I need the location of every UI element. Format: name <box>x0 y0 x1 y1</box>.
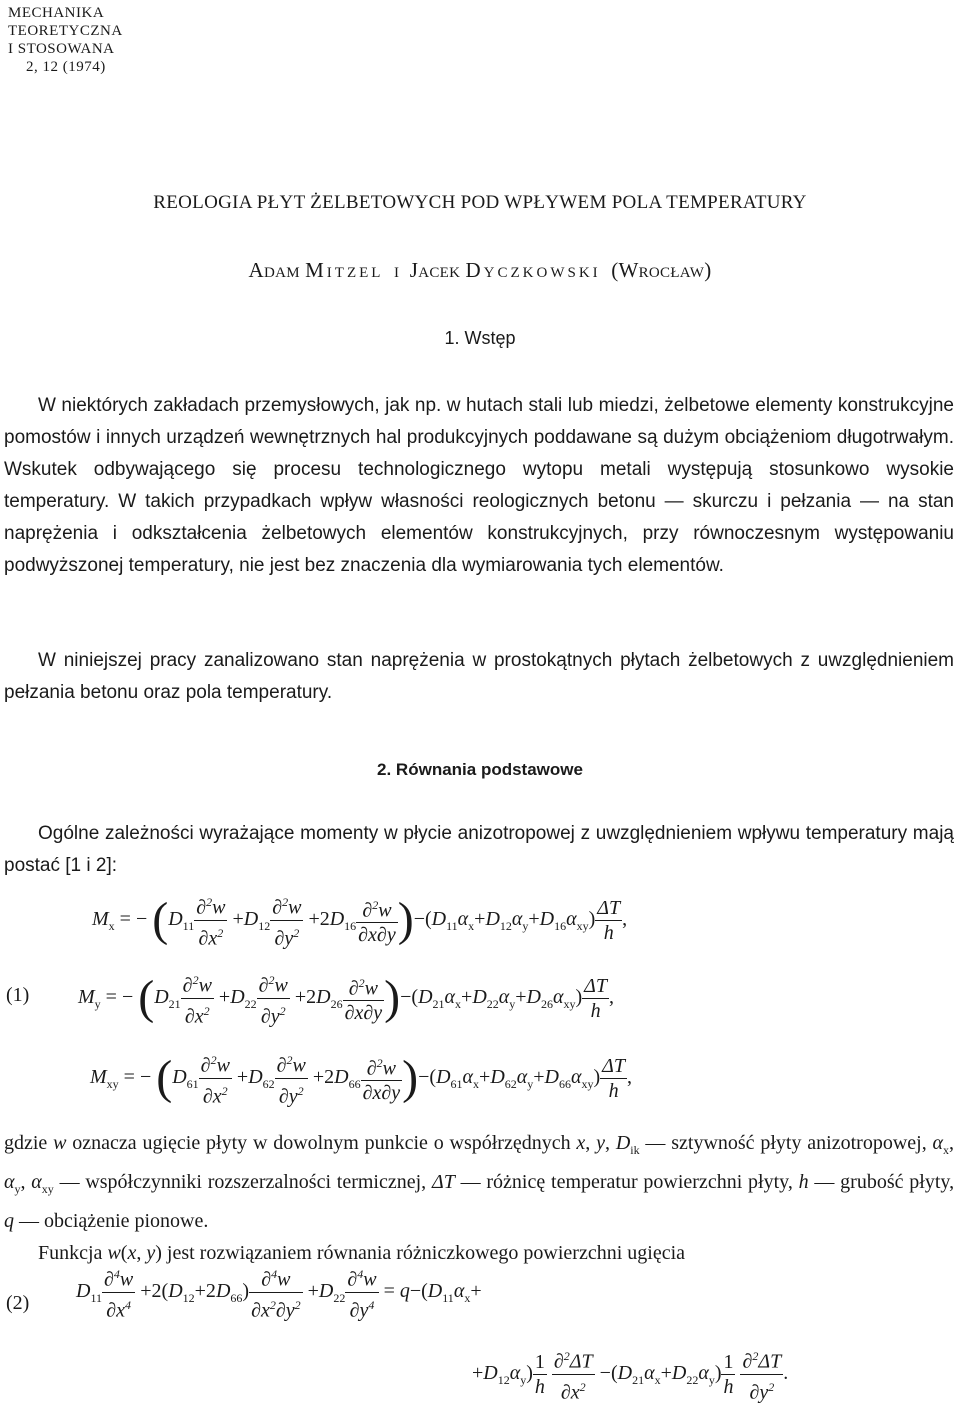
expl-part-3: — sztywność płyty anizotropowej, <box>645 1132 927 1154</box>
expl-part-9: jest rozwiązaniem równania różniczkowego powierzchni ugięcia <box>166 1242 686 1264</box>
journal-name-line2: TEORETYCZNA <box>8 23 123 39</box>
equation-1-mx: $M_x$ = − ($D_{11}$ $\frac{\partial^2w}{\partial x^2}$ $+D_{12}$ $\frac{\partial^2w}{\partial y^2}$ $+2D_{16}$ $\frac{\partial^2w}{\partial x\partial y}$ )$-(D_{11}\alpha_x+D_{12}\alpha_y+D_{16}\alpha_{xy})$ $\frac{\Delta T}{h}$ , <box>92 890 627 950</box>
equation-1-mxy: $M_{xy}$ = − ($D_{61}$ $\frac{\partial^2w}{\partial x^2}$ $+D_{62}$ $\frac{\partial^2w}{\partial y^2}$ $+2D_{66}$ $\frac{\partial^2w}{\partial x\partial y}$ )$-(D_{61}\alpha_x+D_{62}\alpha_y+D_{66}\alpha_{xy})$ $\frac{\Delta T}{h}$ , <box>90 1048 632 1108</box>
explanation-paragraph <box>4 1127 954 1269</box>
section2-paragraph: Ogólne zależności wyrażające momenty w płycie anizotropowej z uwzględnieniem wpływu temperatury mają postać [1 i 2]: <box>4 823 954 876</box>
equation-2-line1: $D_{11}$ $\frac{\partial^4w}{\partial x^4}$ $+2(D_{12}+2D_{66})$ $\frac{\partial^4w}{\partial x^2\partial y^2}$ $+D_{22}$ $\frac{\partial^4w}{\partial y^4}$ = $q-(D_{11}\alpha_x+$ <box>76 1262 482 1322</box>
expl-part-7: — obciążenie pionowe. <box>19 1210 209 1232</box>
journal-name-line1: MECHANIKA <box>8 5 105 21</box>
expl-part-1: gdzie <box>4 1132 48 1154</box>
expl-part-6: — grubość płyty, <box>814 1171 955 1193</box>
equation-2 <box>0 1262 960 1402</box>
section-heading-2: 2. Równania podstawowe <box>377 760 583 779</box>
section-heading-1: 1. Wstęp <box>444 328 516 348</box>
explanation-text: gdzie w oznacza ugięcie płyty w dowolnym punkcie o współrzędnych x, y, $D_{ik}$ — sztywność płyty anizotropowej, $\alpha_x$, $\alpha_y$, $\alpha_{xy}$ — współczynniki rozszerzalności termicznej, ΔT — różnicę temperatur powierzchni płyty, h — grubość płyty, q — obciążenie pionowe. <box>4 1132 955 1232</box>
intro-paragraph-1: W niektórych zakładach przemysłowych, jak np. w hutach stali lub miedzi, żelbetowe elementy konstrukcyjne pomostów i innych urządzeń wewnętrznych hal produkcyjnych poddawane są dużym obciążeniom długotrwałym. Wskutek odbywającego się procesu technologicznego wytopu metali występują stosunkowo wysokie temperatury. W takich przypadkach wpływ własności reologicznych betonu — skurczu i pełzania — na stan naprężenia i odkształcenia żelbetowych elementów konstrukcyjnych, przy równoczesnym występowaniu podwyższonej temperatury, nie jest bez znaczenia dla wymiarowania tych elementów. <box>4 395 954 576</box>
affiliation: (Wrocław) <box>611 258 712 282</box>
journal-name-line3: I STOSOWANA <box>8 41 115 57</box>
journal-header <box>8 4 123 76</box>
equation-2-label: (2) <box>6 1292 30 1314</box>
authors-line <box>0 258 960 283</box>
equation-1-my: $M_y$ = − ($D_{21}$ $\frac{\partial^2w}{\partial x^2}$ $+D_{22}$ $\frac{\partial^2w}{\partial y^2}$ $+2D_{26}$ $\frac{\partial^2w}{\partial x\partial y}$ )$-(D_{21}\alpha_x+D_{22}\alpha_y+D_{26}\alpha_{xy})$ $\frac{\Delta T}{h}$ , <box>78 968 614 1028</box>
paper-title: REOLOGIA PŁYT ŻELBETOWYCH POD WPŁYWEM POLA TEMPERATURY <box>153 192 807 213</box>
expl-part-8: Funkcja <box>38 1242 103 1264</box>
intro-paragraph-2-wrap <box>4 645 954 709</box>
intro-paragraph-2: W niniejszej pracy zanalizowano stan naprężenia w prostokątnych płytach żelbetowych z uwzględnieniem pełzania betonu oraz pola temperatury. <box>4 650 954 703</box>
equation-1 <box>0 890 960 1120</box>
author1-last: Mitzel <box>305 258 384 282</box>
author-conj: i <box>393 258 400 282</box>
journal-issue: 2, 12 (1974) <box>26 59 106 75</box>
section2-paragraph-wrap <box>4 818 954 882</box>
expl-part-4: — współczynniki rozszerzalności termicznej, <box>59 1171 427 1193</box>
expl-part-2: oznacza ugięcie płyty w dowolnym punkcie o współrzędnych <box>72 1132 571 1154</box>
function-sentence: Funkcja w(x, y) jest rozwiązaniem równania różniczkowego powierzchni ugięcia <box>38 1242 686 1264</box>
equation-1-label: (1) <box>6 984 30 1006</box>
author2-first: Jacek <box>409 258 461 282</box>
intro-paragraph <box>4 390 954 582</box>
author1-first: Adam <box>248 258 300 282</box>
author2-last: Dyczkowski <box>465 258 601 282</box>
expl-part-5: — różnicę temperatur powierzchni płyty, <box>460 1171 793 1193</box>
equation-2-line2: $+D_{12}\alpha_y$) $\frac{1}{h}$ $\frac{\partial^2\Delta T}{\partial x^2}$ $-(D_{21}\alpha_x+D_{22}\alpha_y)$ $\frac{1}{h}$ $\frac{\partial^2\Delta T}{\partial y^2}$ . <box>472 1344 788 1404</box>
